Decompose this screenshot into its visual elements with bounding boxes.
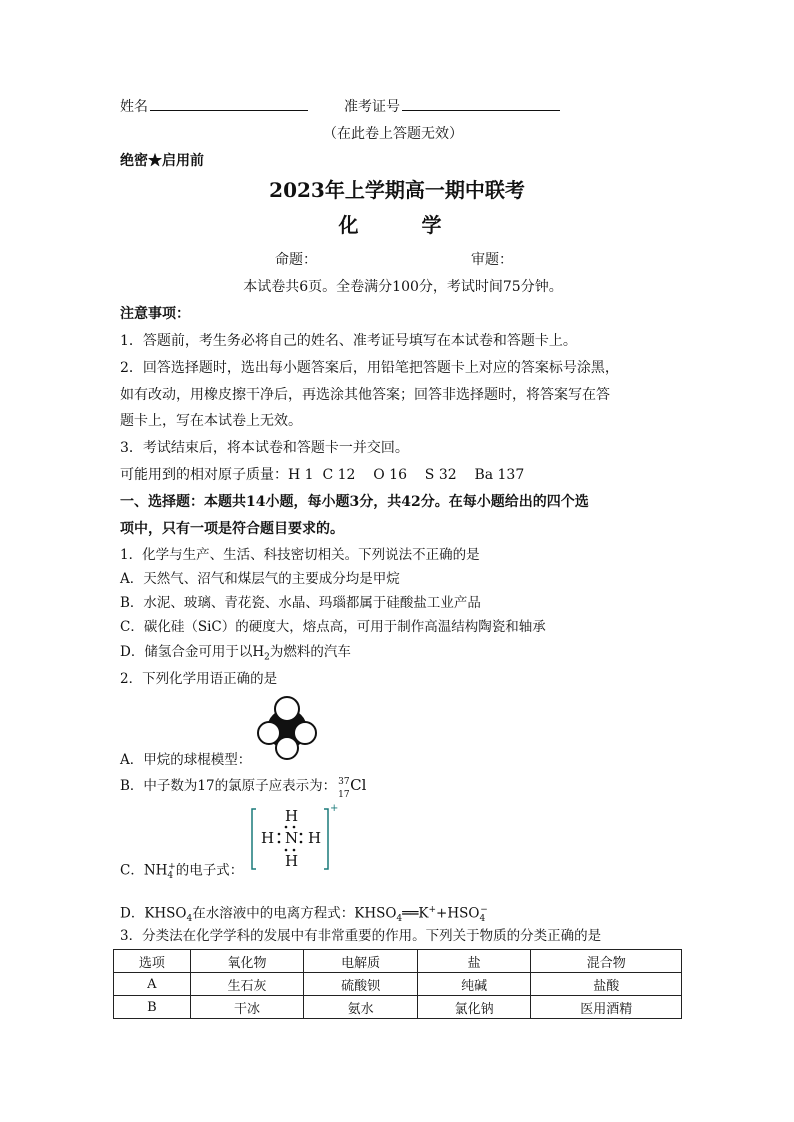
table-header: 选项 xyxy=(114,950,191,973)
q2-c-superscript: + xyxy=(168,862,176,872)
table-cell: 氨水 xyxy=(304,996,418,1019)
q2-option-d xyxy=(120,900,488,929)
table-cell: 生石灰 xyxy=(190,973,304,996)
q2-d-text-pre: D．KHSO xyxy=(120,905,187,922)
exam-title: 2023年上学期高一期中联考 xyxy=(269,178,525,202)
mass-number: 37 xyxy=(338,777,350,787)
table-cell: 硫酸钡 xyxy=(304,973,418,996)
q2-d-text-plus: +HSO xyxy=(436,905,480,922)
hydrogen-atom-right xyxy=(294,722,316,744)
q2-option-a: A．甲烷的球棍模型： xyxy=(120,752,252,768)
invalid-note: （在此卷上答题无效） xyxy=(323,126,463,142)
q1-option-b: B．水泥、玻璃、青花瓷、水晶、玛瑙都属于硅酸盐工业产品 xyxy=(120,595,481,611)
table-header-row xyxy=(114,950,682,973)
table-header: 电解质 xyxy=(304,950,418,973)
q1-stem: 1．化学与生产、生活、科技密切相关。下列说法不正确的是 xyxy=(120,547,480,563)
notice-item-3: 3．考试结束后，将本试卷和答题卡一并交回。 xyxy=(120,440,409,456)
name-label: 姓名 xyxy=(120,99,148,115)
table-cell: 纯碱 xyxy=(417,973,531,996)
q1-d-subscript: 2 xyxy=(264,652,270,663)
ammonium-lewis-structure xyxy=(250,803,339,873)
table-header: 氧化物 xyxy=(190,950,304,973)
table-row xyxy=(114,996,682,1019)
q3-stem: 3．分类法在化学学科的发展中有非常重要的作用。下列关于物质的分类正确的是 xyxy=(120,928,602,944)
table-header: 混合物 xyxy=(531,950,682,973)
q1-option-a: A．天然气、沼气和煤层气的主要成分均是甲烷 xyxy=(120,571,400,587)
q2-stem: 2．下列化学用语正确的是 xyxy=(120,671,278,687)
q1-d-text-post: 为燃料的汽车 xyxy=(269,644,351,660)
exam-id-label: 准考证号 xyxy=(344,99,400,115)
notice-heading: 注意事项： xyxy=(120,306,190,322)
classification-table xyxy=(113,949,682,1019)
name-blank[interactable] xyxy=(150,96,308,111)
section-1-heading-line-2: 项中，只有一项是符合题目要求的。 xyxy=(120,521,344,537)
table-cell: B xyxy=(114,996,191,1019)
lewis-h-top: H xyxy=(285,807,299,825)
table-cell: 医用酒精 xyxy=(531,996,682,1019)
lewis-h-bottom: H xyxy=(285,852,299,870)
element-symbol: Cl xyxy=(350,776,367,794)
q2-c-subscript: 4 xyxy=(167,871,174,882)
q1-option-d xyxy=(120,642,351,668)
methane-model-image xyxy=(257,693,317,761)
q2-c-text-post: 的电子式： xyxy=(175,862,244,879)
notice-item-2-line-2: 如有改动，用橡皮擦干净后，再选涂其他答案；回答非选择题时，将答案写在答 xyxy=(120,387,610,403)
atomic-mass-info: 可能用到的相对原子质量：H 1 C 12 O 16 S 32 Ba 137 xyxy=(120,467,525,483)
secret-label: 绝密★启用前 xyxy=(120,153,204,169)
q2-d-sup-1: + xyxy=(428,905,437,915)
q2-option-c xyxy=(120,857,243,886)
q2-d-sub-1: 4 xyxy=(186,914,193,925)
table-cell: A xyxy=(114,973,191,996)
notice-item-2-line-3: 题卡上，写在本试卷上无效。 xyxy=(120,413,302,429)
table-cell: 氯化钠 xyxy=(417,996,531,1019)
q2-b-text: B．中子数为17的氯原子应表示为： xyxy=(120,778,337,794)
q2-d-sub-3: 4 xyxy=(479,914,486,925)
lewis-h-left: H xyxy=(261,829,275,847)
atomic-number: 17 xyxy=(338,790,350,800)
author-label: 命题： xyxy=(275,252,317,268)
isotope-notation xyxy=(336,775,350,800)
name-field[interactable] xyxy=(120,96,308,117)
exam-id-blank[interactable] xyxy=(402,96,560,111)
q2-c-text-pre: C．NH xyxy=(120,862,168,879)
lewis-charge: + xyxy=(330,803,339,814)
subject-title: 化 学 xyxy=(338,213,470,237)
table-row xyxy=(114,973,682,996)
lewis-h-right: H xyxy=(308,829,322,847)
hydrogen-atom-left xyxy=(258,722,280,744)
q2-d-sub-2: 4 xyxy=(396,914,403,925)
hydrogen-atom-bottom xyxy=(276,737,298,759)
q1-option-c: C．碳化硅（SiC）的硬度大，熔点高，可用于制作高温结构陶瓷和轴承 xyxy=(120,619,546,635)
q2-d-text-mid: 在水溶液中的电离方程式：KHSO xyxy=(192,905,397,922)
q2-d-sup-2: − xyxy=(480,905,488,915)
q2-option-b xyxy=(120,775,367,800)
reviewer-label: 审题： xyxy=(471,252,513,268)
notice-item-2-line-1: 2．回答选择题时，选出每小题答案后，用铅笔把答题卡上对应的答案标号涂黑， xyxy=(120,360,619,376)
hydrogen-atom-top xyxy=(275,697,299,721)
exam-info: 本试卷共6页。全卷满分100分，考试时间75分钟。 xyxy=(243,279,563,295)
table-cell: 盐酸 xyxy=(531,973,682,996)
lewis-n-center: N xyxy=(285,829,299,847)
notice-item-1: 1．答题前，考生务必将自己的姓名、准考证号填写在本试卷和答题卡上。 xyxy=(120,333,577,349)
exam-id-field[interactable] xyxy=(344,96,560,117)
section-1-heading-line-1: 一、选择题：本题共14小题，每小题3分，共42分。在每小题给出的四个选 xyxy=(120,494,589,510)
q1-d-text-pre: D．储氢合金可用于以H xyxy=(120,644,265,660)
table-header: 盐 xyxy=(417,950,531,973)
q2-d-equals: ══K xyxy=(402,905,429,922)
table-cell: 干冰 xyxy=(190,996,304,1019)
